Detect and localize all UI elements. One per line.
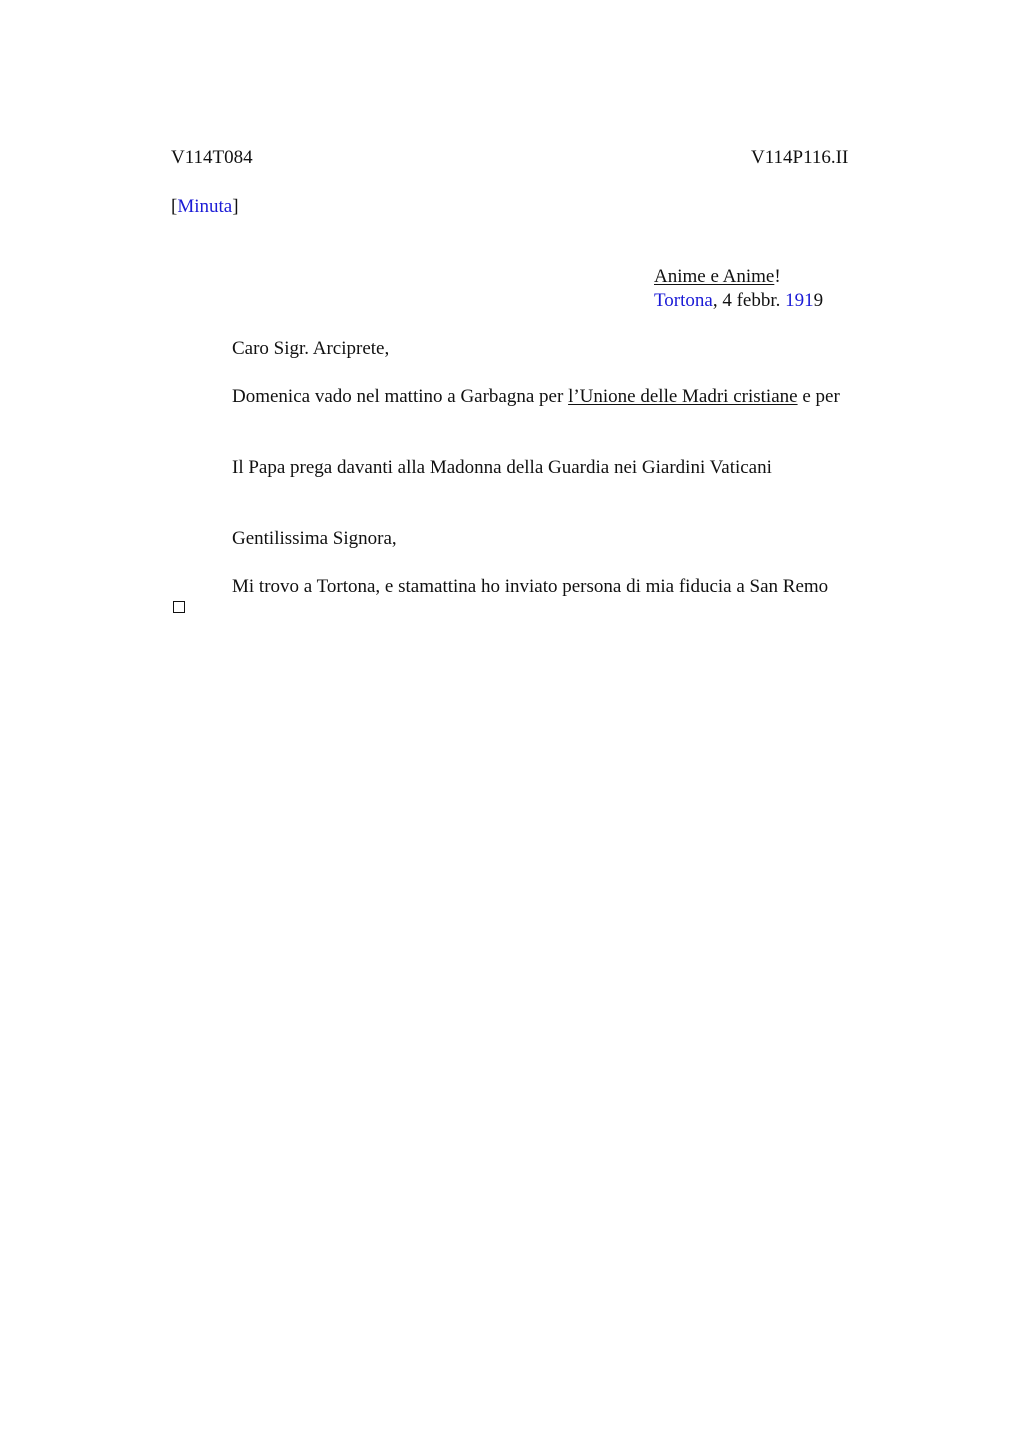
dateline-year-blue: 191 <box>785 290 814 311</box>
letter2-salutation: Gentilissima Signora, <box>232 528 397 549</box>
close-bracket: ] <box>232 196 239 217</box>
document-code-right: V114P116.II <box>751 147 849 168</box>
motto <box>654 265 781 289</box>
dateline-year-end: 9 <box>813 290 824 311</box>
dateline-date: , 4 febbr. <box>712 290 786 311</box>
letter1-body-start: Domenica vado nel mattino a Garbagna per <box>232 386 569 407</box>
dateline-place: Tortona <box>654 290 713 311</box>
minuta-text: Minuta <box>177 196 233 217</box>
letter1-body-underlined: l’Unione delle Madri cristiane <box>568 386 798 407</box>
letter1-body-end: e per <box>797 386 840 407</box>
section-title: Il Papa prega davanti alla Madonna della Guardia nei Giardini Vaticani <box>232 457 772 478</box>
motto-underlined: Anime e Anime <box>654 266 775 287</box>
letter2-body: Mi trovo a Tortona, e stamattina ho inviato persona di mia fiducia a San Remo <box>232 576 829 597</box>
letter1-body <box>232 385 840 409</box>
dateline <box>654 289 823 313</box>
document-code-left: V114T084 <box>171 147 253 168</box>
checkbox-square-icon <box>173 601 185 613</box>
open-bracket: [ <box>171 196 178 217</box>
motto-exclamation: ! <box>774 266 781 287</box>
minuta-label <box>171 195 239 219</box>
letter1-salutation: Caro Sigr. Arciprete, <box>232 338 390 359</box>
